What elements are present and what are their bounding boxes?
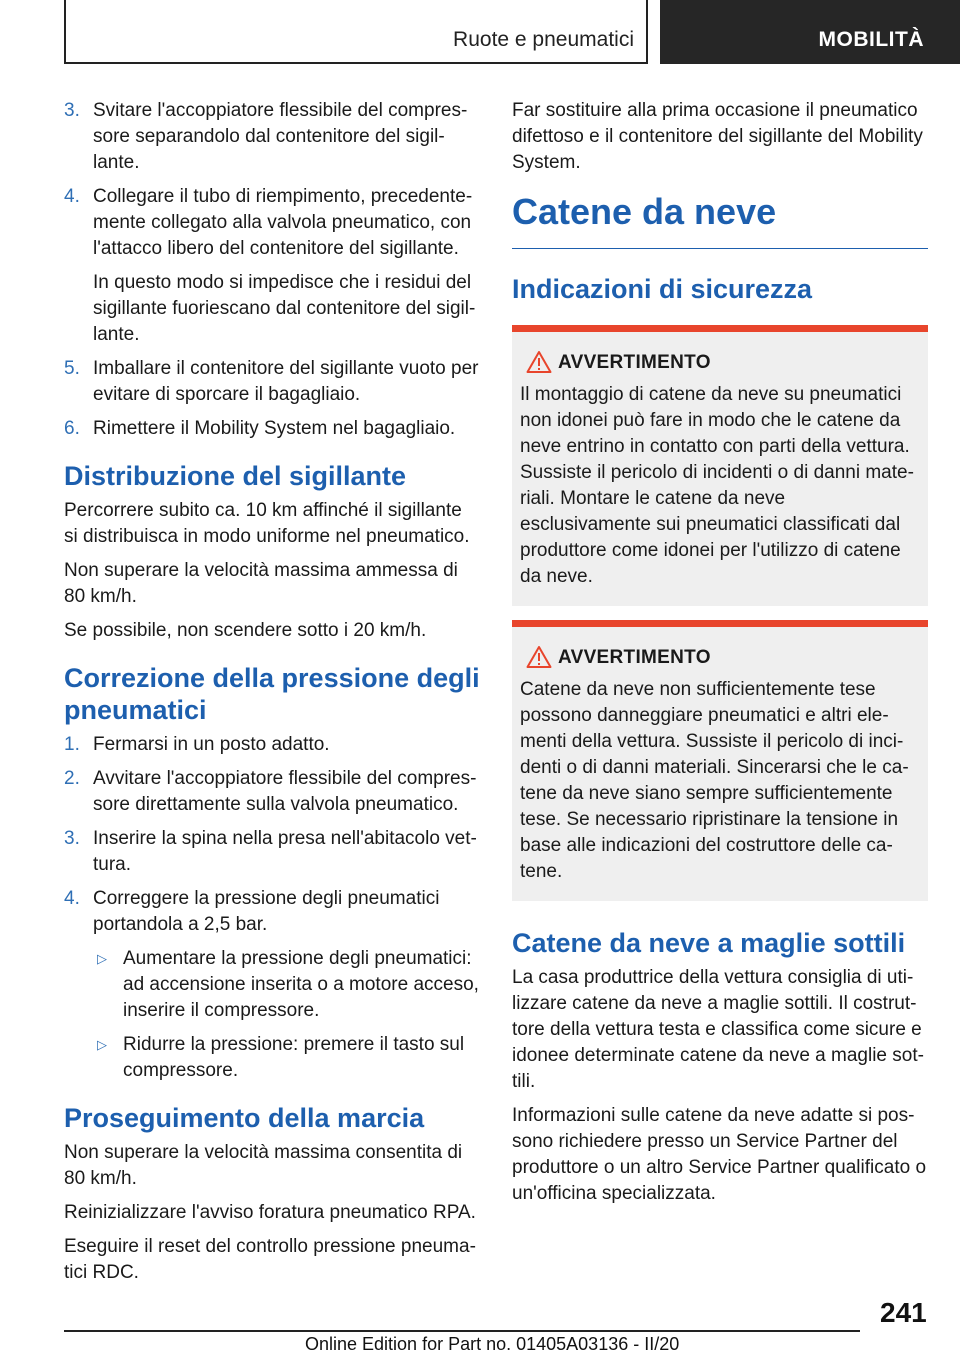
header-section-box [64,0,648,64]
step-text: Svitare l'accoppiatore flessibile del compressore separandolo dal contenitore del sigillante. [93,100,468,173]
page-number: 241 [880,1297,927,1328]
step-text: Fermarsi in un posto adatto. [93,734,330,755]
heading-distribuzione: Distribuzione del sigillante [64,461,407,491]
left-column [64,98,480,1294]
step-number: 4. [64,888,80,909]
step-number: 5. [64,358,80,379]
step-text: Avvitare l'accoppiatore flessibile del compressore direttamente sulla valvola pneumatico. [93,768,477,815]
step-item [64,356,480,408]
step-item [64,766,480,818]
step-note: In questo modo si impedisce che i residui del sigillante fuoriescano dal contenitore del sigillante. [93,272,476,345]
step-number: 6. [64,418,80,439]
step-text: Rimettere il Mobility System nel bagagliaio. [93,418,456,439]
step-item [64,886,480,1084]
step-item [64,416,480,442]
bullet-text: Ridurre la pressione: premere il tasto sul compressore. [123,1034,465,1081]
heading-sicurezza: Indicazioni di sicurezza [512,274,813,304]
step-number: 1. [64,734,80,755]
header-chapter-box [660,0,960,64]
step-item [64,184,480,348]
step-item [64,732,480,758]
step-text: Inserire la spina nella presa nell'abitacolo vettura. [93,828,477,875]
heading-proseguimento: Proseguimento della marcia [64,1103,425,1133]
footer-divider [64,1330,860,1332]
paragraph: Reinizializzare l'avviso foratura pneumatico RPA. [64,1202,476,1223]
warning-label: AVVERTIMENTO [558,647,711,668]
triangle-bullet-icon: ▷ [97,951,107,966]
warning-label: AVVERTIMENTO [558,352,711,373]
bullet-item [93,1032,480,1084]
step-number: 3. [64,100,80,121]
paragraph: Eseguire il reset del controllo pressione pneumatici RDC. [64,1236,476,1283]
step-number: 2. [64,768,80,789]
warning-text: Il montaggio di catene da neve su pneumatici non idonei può fare in modo che le catene da neve entrino in contatto con parti della vettura. Sussiste il pericolo di incidenti o di danni materiali. Montare le catene da neve esclusivamente sui pneumatici classificati dal produttore come idonei per l'utilizzo di catene da neve. [520,384,914,587]
heading-catene-da-neve: Catene da neve [512,190,928,249]
paragraph: Informazioni sulle catene da neve adatte si possono richiedere presso un Service Partner del produttore o un altro Service Partner qualificato o un'officina specializzata. [512,1105,927,1204]
step-item [64,826,480,878]
step-text: Imballare il contenitore del sigillante vuoto per evitare di sporcare il bagagliaio. [93,358,479,405]
footer-edition: Online Edition for Part no. 01405A03136 - II/20 [305,1334,680,1354]
warning-text: Catene da neve non sufficientemente tese possono danneggiare pneumatici e altri elementi della vettura. Sussiste il pericolo di incidenti o di danni materiali. Sincerarsi che le catene da neve siano sempre sufficientemente tese. Se necessario ripristinare la tensione in base alle indicazioni del costruttore delle catene. [520,679,909,882]
chapter-title: MOBILITÀ [818,28,924,51]
step-text: Collegare il tubo di riempimento, precedentemente collegato alla valvola pneumatico, con l'attacco libero del contenitore del sigillante. [93,186,473,259]
bullet-item [93,946,480,1024]
warning-title [520,645,918,671]
paragraph: Non superare la velocità massima consentita di 80 km/h. [64,1142,463,1189]
bullet-text: Aumentare la pressione degli pneumatici: ad accensione inserita o a motore acceso, inserire il compressore. [123,948,479,1021]
right-column [512,98,928,1215]
paragraph: La casa produttrice della vettura consiglia di utilizzare catene da neve a maglie sottili. Il costruttore della vettura testa e classifica come sicure e idonee determinate catene da neve a maglie sottili. [512,967,924,1092]
warning-box [512,325,928,606]
heading-correzione: Correzione della pressione degli pneumatici [64,663,480,725]
step-number: 3. [64,828,80,849]
paragraph: Percorrere subito ca. 10 km affinché il sigillante si distribuisca in modo uniforme nel pneumatico. [64,500,470,547]
warning-triangle-icon [526,350,552,374]
warning-triangle-icon [526,645,552,669]
section-title: Ruote e pneumatici [453,28,634,51]
step-text: Correggere la pressione degli pneumatici portandola a 2,5 bar. [93,888,440,935]
triangle-bullet-icon: ▷ [97,1037,107,1052]
warning-title [520,350,918,376]
paragraph: Se possibile, non scendere sotto i 20 km/h. [64,620,427,641]
heading-maglie-sottili: Catene da neve a maglie sottili [512,928,906,958]
paragraph: Far sostituire alla prima occasione il pneumatico difettoso e il contenitore del sigillante del Mobility System. [512,100,923,173]
step-number: 4. [64,186,80,207]
step-item [64,98,480,176]
warning-box [512,620,928,901]
paragraph: Non superare la velocità massima ammessa di 80 km/h. [64,560,458,607]
